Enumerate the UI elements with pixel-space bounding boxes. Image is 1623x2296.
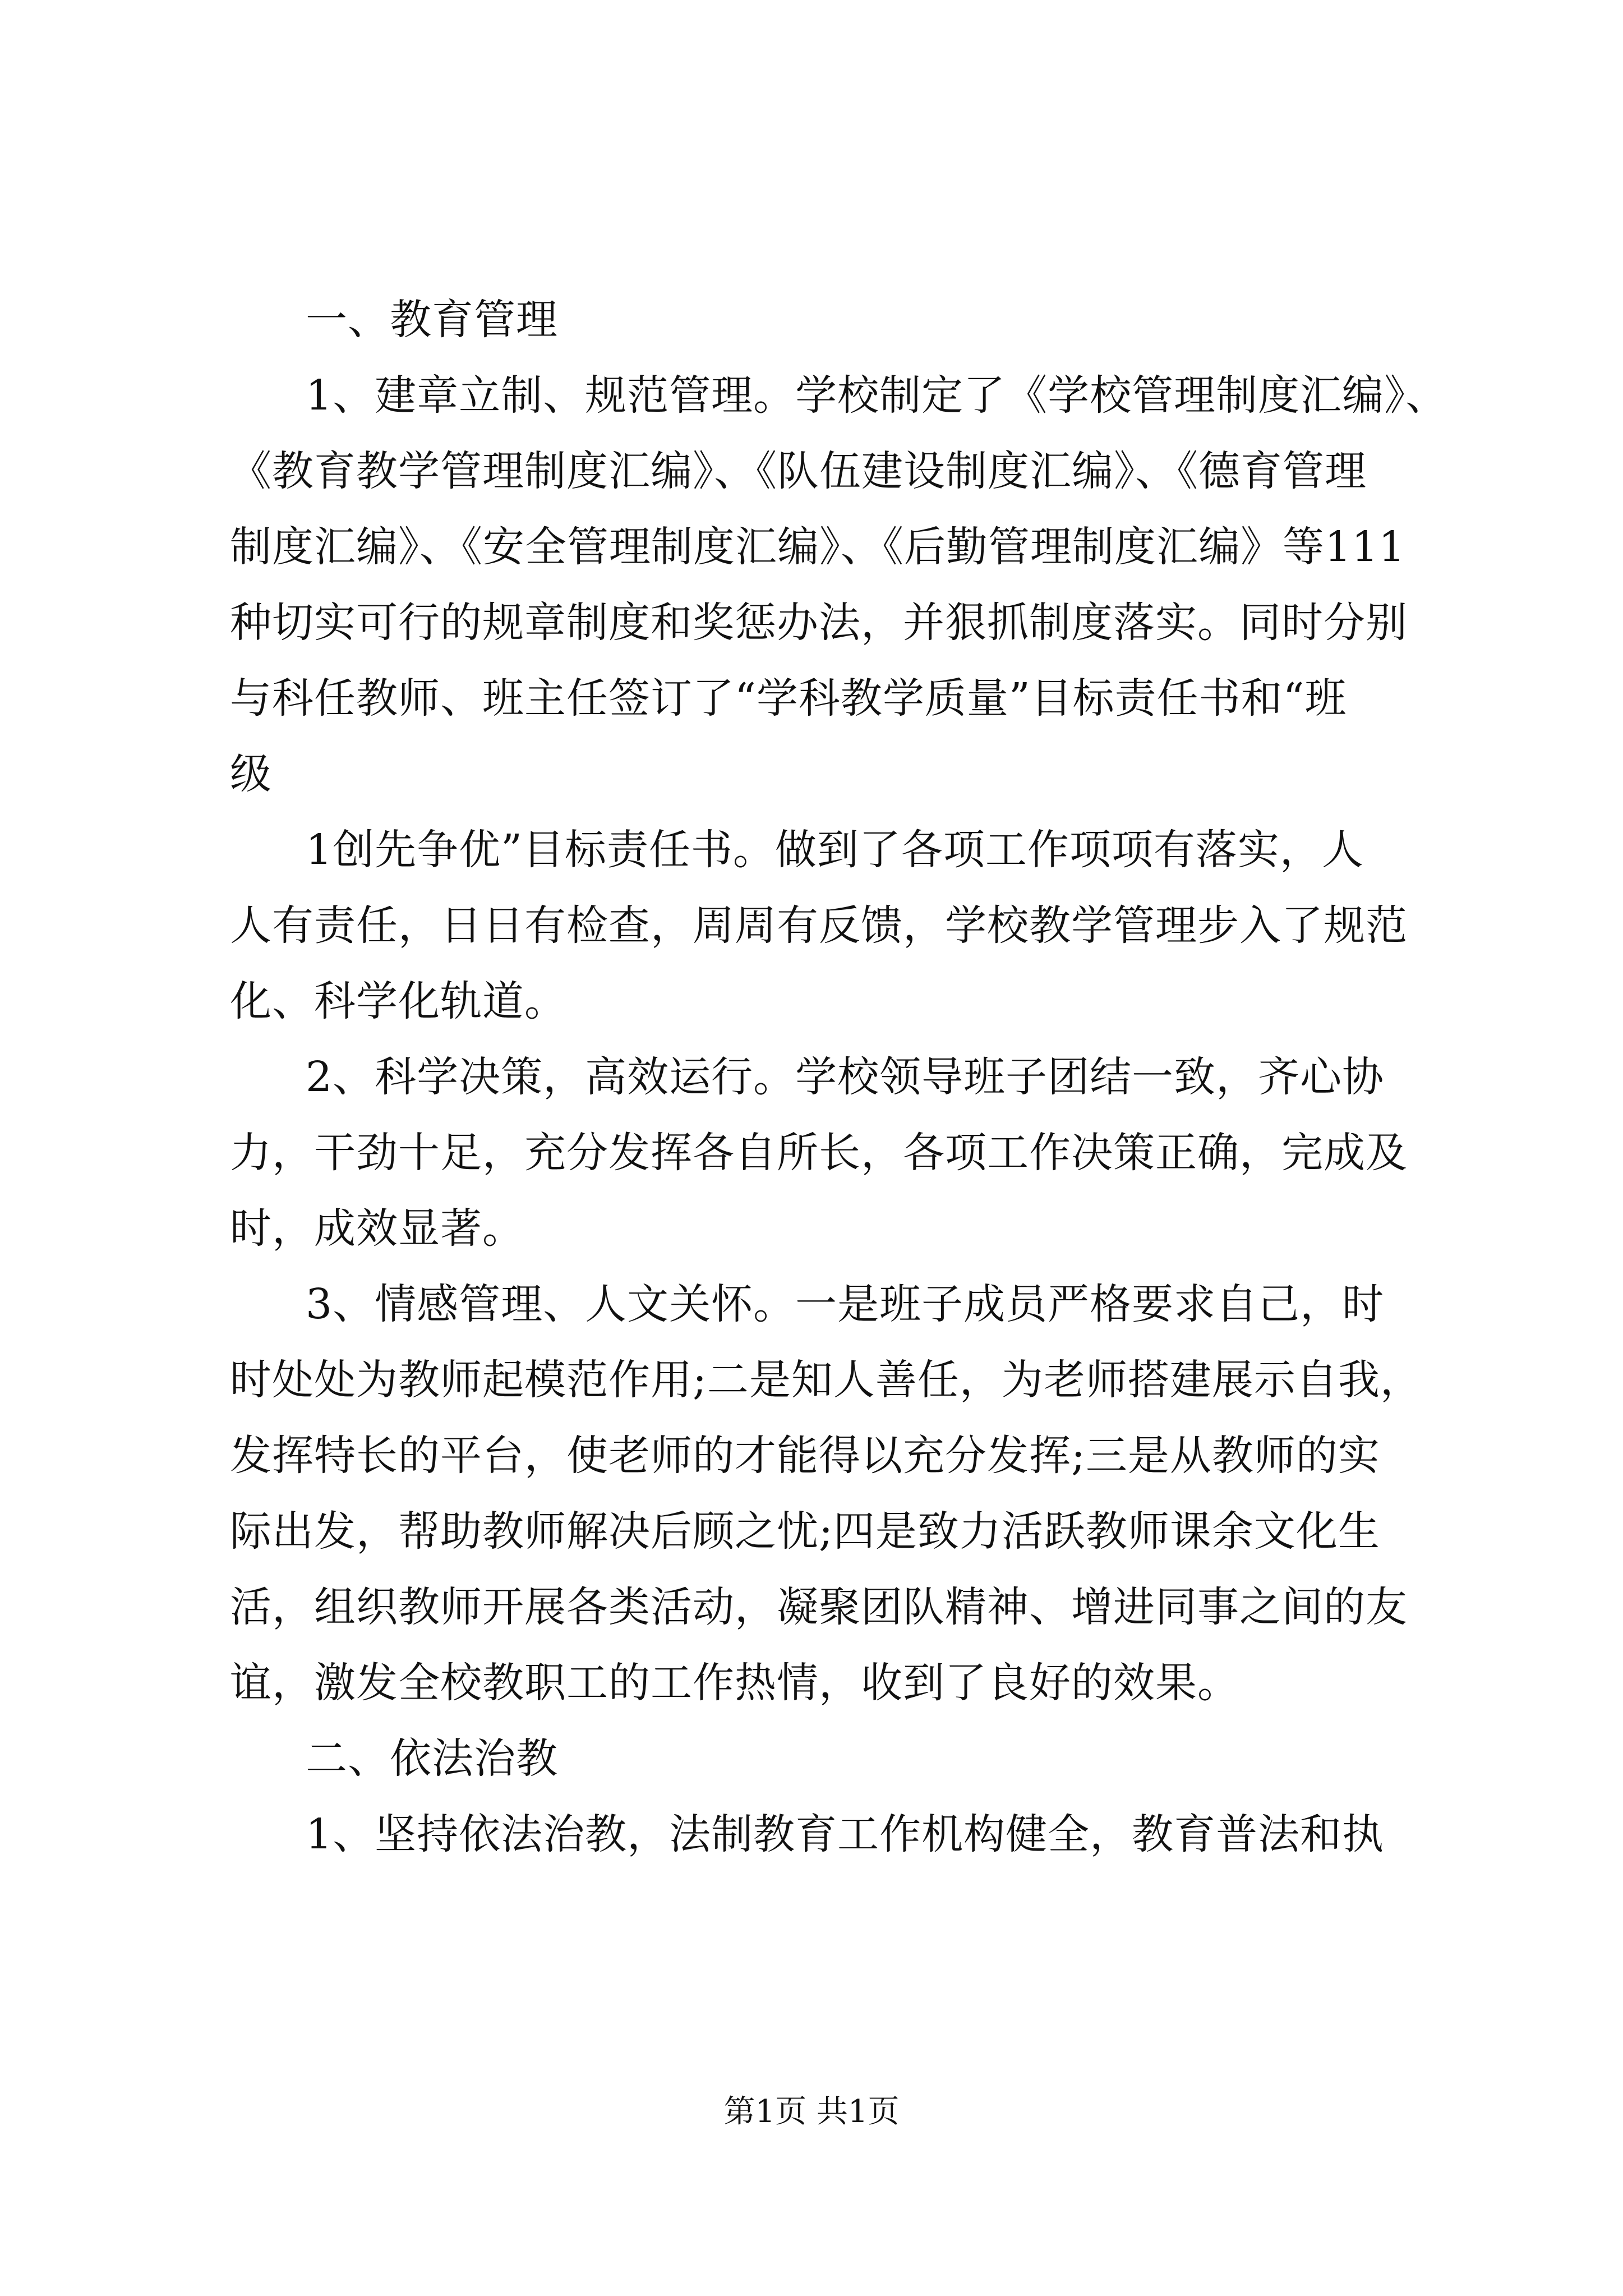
page-footer: 第1页 共1页 [723,2093,900,2130]
paragraph-line: 《教育教学管理制度汇编》、《队伍建设制度汇编》、《德育管理 [230,447,1367,495]
paragraph-line: 时处处为教师起模范作用;二是知人善任，为老师搭建展示自我， [230,1356,1422,1404]
paragraph-line: 种切实可行的规章制度和奖惩办法，并狠抓制度落实。同时分别 [230,599,1408,647]
paragraph-line: 谊，激发全校教职工的工作热情，收到了良好的效果。 [230,1659,1239,1707]
paragraph-line: 际出发，帮助教师解决后顾之忧;四是致力活跃教师课余文化生 [230,1507,1380,1556]
paragraph-line: 人有责任，日日有检查，周周有反馈，学校教学管理步入了规范 [230,901,1408,950]
paragraph-line: 1、建章立制、规范管理。学校制定了《学校管理制度汇编》、 [306,371,1448,420]
paragraph-line: 3、情感管理、人文关怀。一是班子成员严格要求自己，时 [306,1280,1385,1328]
paragraph-line: 1创先争优”目标责任书。做到了各项工作项项有落实，人 [306,826,1364,874]
paragraph-line: 与科任教师、班主任签订了“学科教学质量”目标责任书和“班 [230,674,1347,723]
heading-law-based-education: 二、依法治教 [306,1734,558,1783]
paragraph-line: 力，干劲十足，充分发挥各自所长，各项工作决策正确，完成及 [230,1129,1408,1177]
paragraph-line: 时，成效显著。 [230,1204,524,1253]
paragraph-line: 活，组织教师开展各类活动，凝聚团队精神、增进同事之间的友 [230,1583,1408,1631]
paragraph-line: 制度汇编》、《安全管理制度汇编》、《后勤管理制度汇编》等111 [230,523,1406,571]
paragraph-line: 发挥特长的平台，使老师的才能得以充分发挥;三是从教师的实 [230,1432,1380,1480]
heading-education-management: 一、教育管理 [306,296,558,344]
paragraph-line: 化、科学化轨道。 [230,977,566,1025]
paragraph-line: 级 [230,750,272,798]
paragraph-line: 1、坚持依法治教，法制教育工作机构健全，教育普法和执 [306,1810,1385,1858]
paragraph-line: 2、科学决策，高效运行。学校领导班子团结一致，齐心协 [306,1053,1385,1101]
